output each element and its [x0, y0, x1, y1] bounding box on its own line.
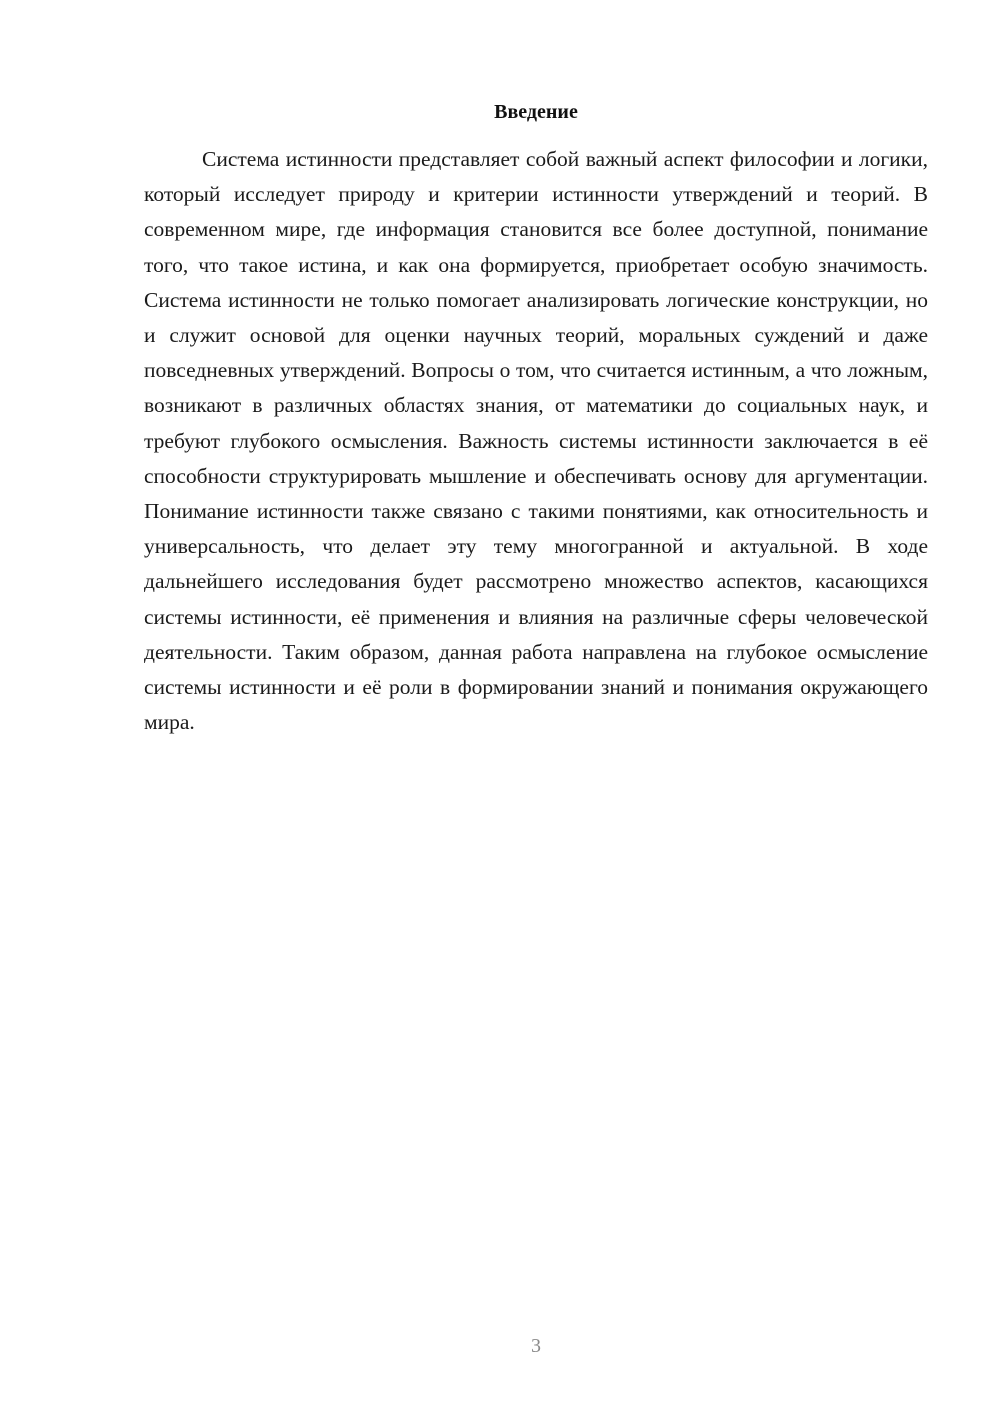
body-paragraph: Система истинности представляет собой важный аспект философии и логики, который исследует природу и критерии истинности утверждений и теорий. В современном мире, где информация становится все более доступной, понимание того, что такое истина, и как она формируется, приобретает особую значимость. Система истинности не только помогает анализировать логические конструкции, но и служит основой для оценки научных теорий, моральных суждений и даже повседневных утверждений. Вопросы о том, что считается истинным, а что ложным, возникают в различных областях знания, от математики до социальных наук, и требуют глубокого осмысления. Важность системы истинности заключается в её способности структурировать мышление и обеспечивать основу для аргументации. Понимание истинности также связано с такими понятиями, как относительность и универсальность, что делает эту тему многогранной и актуальной. В ходе дальнейшего исследования будет рассмотрено множество аспектов, касающихся системы истинности, её применения и влияния на различные сферы человеческой деятельности. Таким образом, данная работа направлена на глубокое осмысление системы истинности и её роли в формировании знаний и понимания окружающего мира.: [144, 147, 928, 735]
page-number: 3: [531, 1335, 541, 1357]
section-heading: Введение: [494, 101, 578, 123]
